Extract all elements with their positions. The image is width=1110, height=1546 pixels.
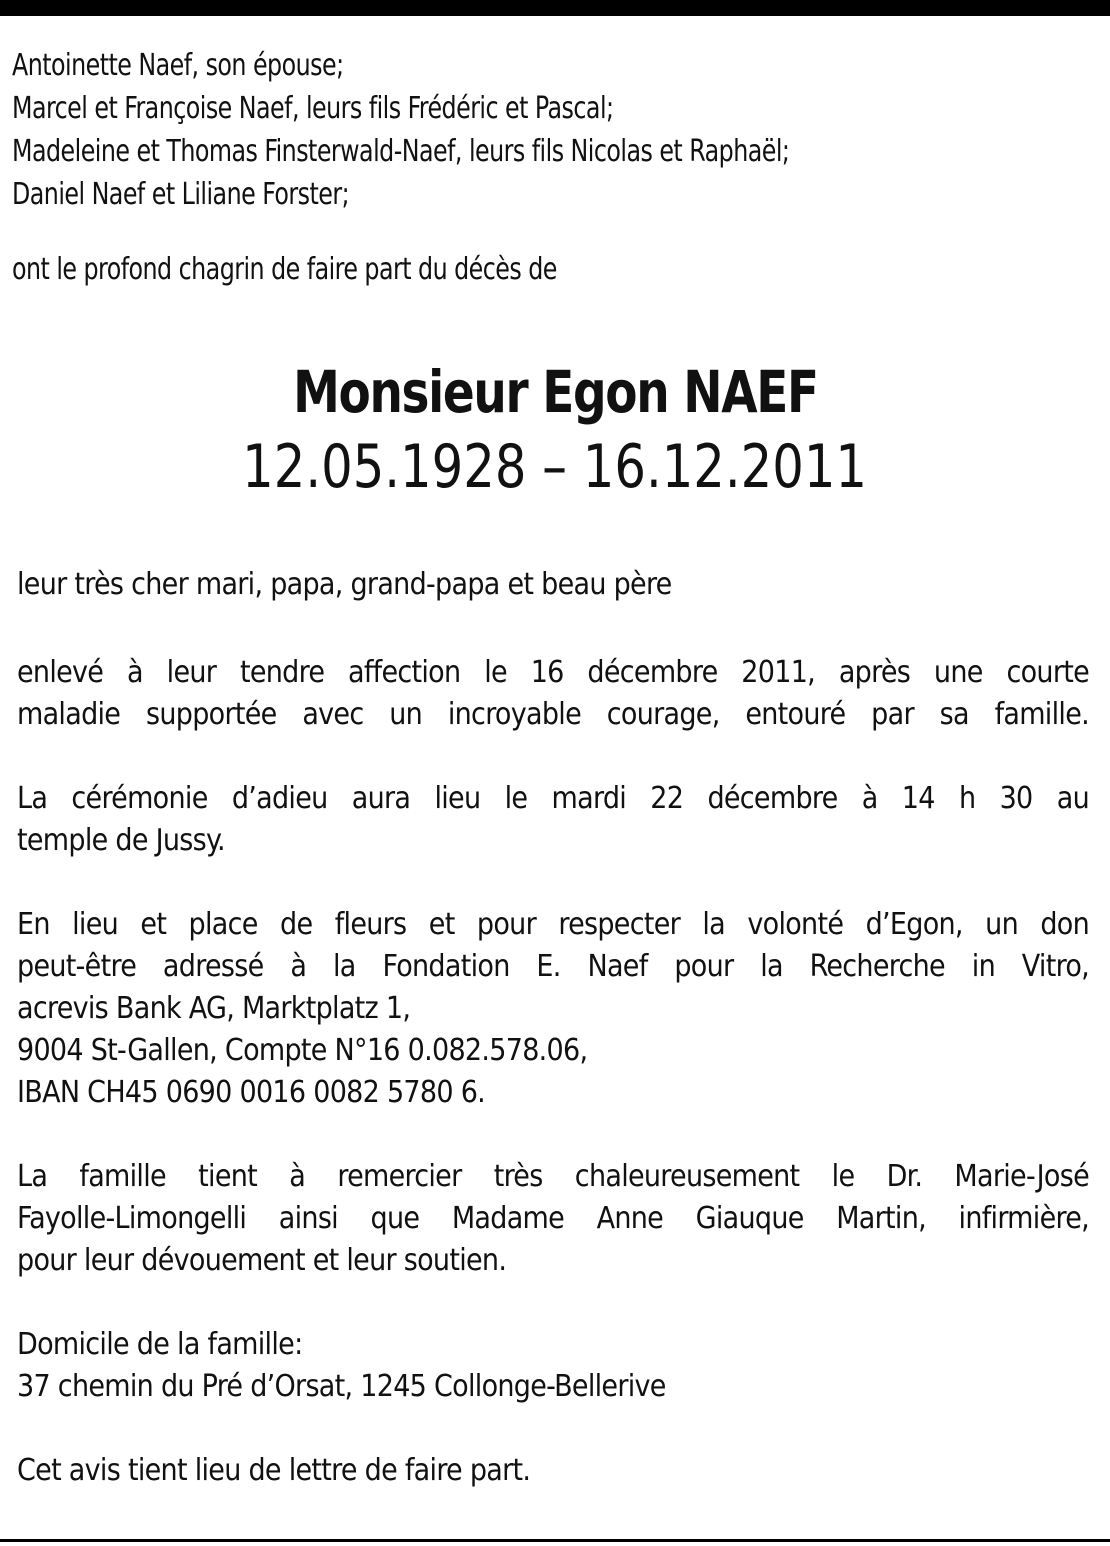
domicile-address: 37 chemin du Pré d’Orsat, 1245 Collonge-Bellerive xyxy=(17,1369,666,1404)
family-line: Madeleine et Thomas Finsterwald-Naef, leurs fils Nicolas et Raphaël; xyxy=(12,134,790,169)
ceremony-paragraph xyxy=(17,778,1089,862)
family-list xyxy=(12,44,789,216)
donation-line: IBAN CH45 0690 0016 0082 5780 6. xyxy=(17,1075,486,1110)
announcement-line: ont le profond chagrin de faire part du décès de xyxy=(12,252,557,287)
domicile-paragraph xyxy=(17,1324,1089,1408)
thanks-line: pour leur dévouement et leur soutien. xyxy=(17,1243,507,1278)
family-line: Marcel et Françoise Naef, leurs fils Frédéric et Pascal; xyxy=(12,91,614,126)
deceased-dates-text: 12.05.1928 – 16.12.2011 xyxy=(242,432,868,502)
deceased-dates xyxy=(0,432,1110,502)
donation-line: acrevis Bank AG, Marktplatz 1, xyxy=(17,991,411,1026)
domicile-line: Domicile de la famille: xyxy=(17,1327,303,1362)
relation-line: leur très cher mari, papa, grand-papa et beau père xyxy=(17,567,672,602)
ceremony-line: La cérémonie d’adieu aura lieu le mardi 22 décembre à 14 h 30 au xyxy=(17,781,1089,816)
thanks-paragraph xyxy=(17,1156,1089,1282)
ceremony-line: temple de Jussy. xyxy=(17,823,225,858)
family-line: Antoinette Naef, son épouse; xyxy=(12,48,344,83)
donation-line: En lieu et place de fleurs et pour respecter la volonté d’Egon, un don xyxy=(17,907,1089,942)
bottom-rule xyxy=(0,1539,1110,1542)
relation-paragraph xyxy=(17,564,1089,606)
donation-line: peut-être adressé à la Fondation E. Naef pour la Recherche in Vitro, xyxy=(17,949,1089,984)
passing-paragraph xyxy=(17,652,1089,736)
closing-line: Cet avis tient lieu de lettre de faire part. xyxy=(17,1453,531,1488)
deceased-name xyxy=(0,358,1110,426)
family-line: Daniel Naef et Liliane Forster; xyxy=(12,177,350,212)
passing-line: enlevé à leur tendre affection le 16 décembre 2011, après une courte xyxy=(17,655,1089,690)
closing-paragraph xyxy=(17,1450,1089,1492)
top-rule xyxy=(0,0,1110,16)
donation-paragraph xyxy=(17,904,1089,1114)
thanks-line: La famille tient à remercier très chaleureusement le Dr. Marie-José xyxy=(17,1159,1089,1194)
deceased-name-text: Monsieur Egon NAEF xyxy=(292,358,818,426)
thanks-line: Fayolle-Limongelli ainsi que Madame Anne Giauque Martin, infirmière, xyxy=(17,1201,1089,1236)
passing-line: maladie supportée avec un incroyable courage, entouré par sa famille. xyxy=(17,697,1089,732)
donation-line: 9004 St-Gallen, Compte N°16 0.082.578.06, xyxy=(17,1033,588,1068)
